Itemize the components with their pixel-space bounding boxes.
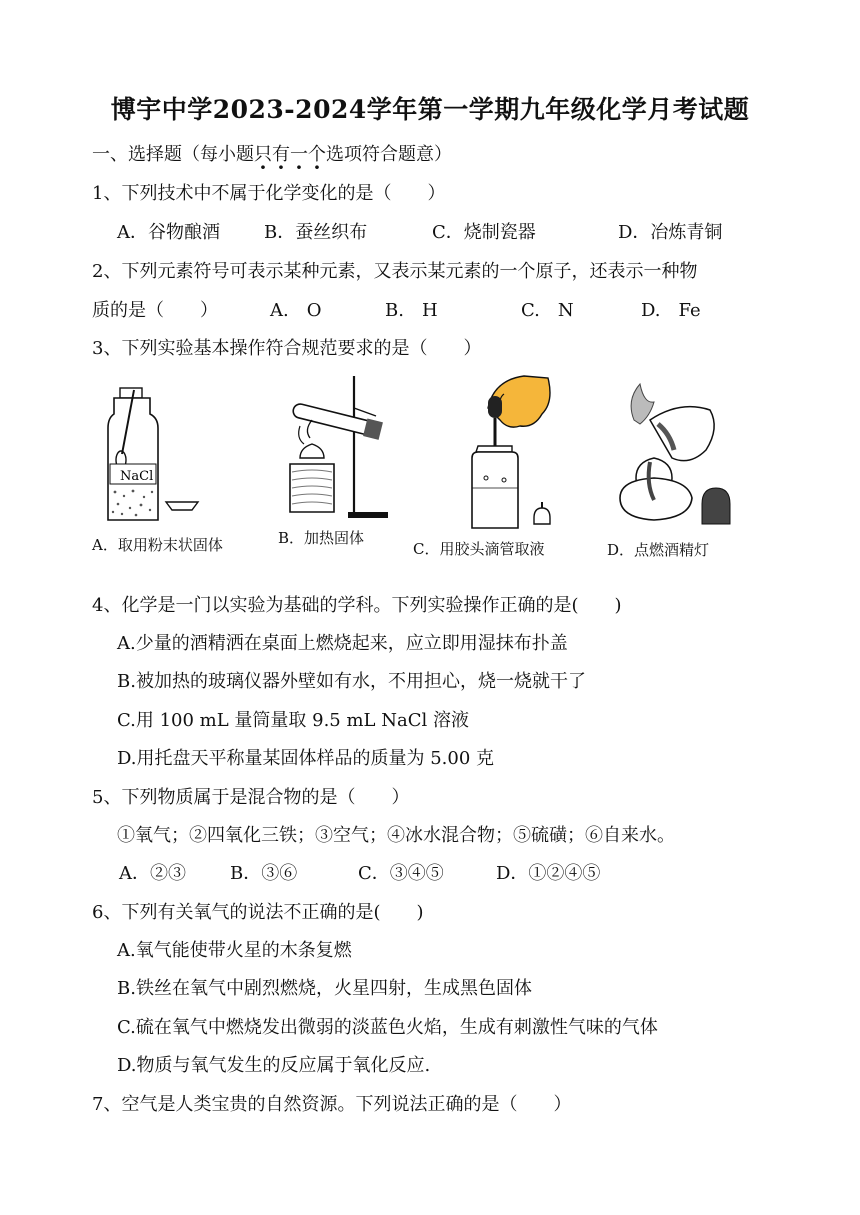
section-suffix: 选项符合题意） [326,144,452,165]
option-d: D．冶炼青铜 [618,222,723,243]
section-heading [92,143,452,167]
figure-heating-solid [282,374,392,524]
emphasis-char: 个 [308,144,326,165]
question-3-stem: 3、下列实验基本操作符合规范要求的是（ ） [92,338,482,359]
option-b: B．③⑥ [230,863,298,884]
question-4-option-b: B.被加热的玻璃仪器外壁如有水，不用担心，烧一烧就干了 [117,671,586,692]
option-c: C. N [521,300,574,321]
question-1-stem: 1、下列技术中不属于化学变化的是（ ） [92,183,446,204]
option-d: D．①②④⑤ [496,863,601,884]
section-prefix: 一、选择题（每小题 [92,144,254,165]
question-6-option-d: D.物质与氧气发生的反应属于氧化反应. [117,1055,431,1076]
question-6-stem: 6、下列有关氧气的说法不正确的是( ) [92,902,424,923]
caption-b: B．加热固体 [278,529,365,547]
question-4-option-c: C.用 100 mL 量筒量取 9.5 mL NaCl 溶液 [117,710,469,731]
question-7-stem: 7、空气是人类宝贵的自然资源。下列说法正确的是（ ） [92,1094,572,1115]
page-title: 博宇中学2023-2024学年第一学期九年级化学月考试题 [110,95,750,124]
question-4-stem: 4、化学是一门以实验为基础的学科。下列实验操作正确的是( ) [92,595,622,616]
question-6-option-c: C.硫在氧气中燃烧发出微弱的淡蓝色火焰，生成有刺激性气味的气体 [117,1017,658,1038]
figure-powder-sampling [100,384,200,524]
emphasis-char: 一 [290,144,308,165]
option-b: B．蚕丝织布 [264,222,368,243]
question-6-option-a: A.氧气能使带火星的木条复燃 [117,940,352,961]
option-c: C．烧制瓷器 [432,222,536,243]
question-4-option-d: D.用托盘天平称量某固体样品的质量为 5.00 克 [117,748,495,769]
question-5-stem: 5、下列物质属于是混合物的是（ ） [92,787,410,808]
figure-alcohol-lamp [610,380,740,530]
option-a: A. O [270,300,322,321]
emphasis-char: 只 [254,144,272,165]
emphasis-char: 有 [272,144,290,165]
question-6-option-b: B.铁丝在氧气中剧烈燃烧，火星四射，生成黑色固体 [117,978,532,999]
question-4-option-a: A.少量的酒精洒在桌面上燃烧起来，应立即用湿抹布扑盖 [117,633,568,654]
caption-a: A．取用粉末状固体 [92,536,223,554]
question-1-options [117,221,722,245]
nacl-label: NaCl [120,469,154,484]
option-c: C．③④⑤ [358,863,444,884]
question-2-stem-line1: 2、下列元素符号可表示某种元素，又表示某元素的一个原子，还表示一种物 [92,261,698,282]
question-2-stem-end: 质的是（ ） [92,300,218,321]
caption-d: D．点燃酒精灯 [607,541,710,559]
question-5-options [119,862,600,886]
option-b: B. H [385,300,438,321]
question-2-stem-line2 [92,299,701,323]
caption-c: C．用胶头滴管取液 [413,540,545,558]
option-a: A．谷物酿酒 [117,222,220,243]
question-5-list: ①氧气；②四氧化三铁；③空气；④冰水混合物；⑤硫磺；⑥自来水。 [117,825,675,846]
option-d: D. Fe [641,300,701,321]
option-a: A．②③ [119,863,186,884]
figure-dropper [464,368,574,533]
